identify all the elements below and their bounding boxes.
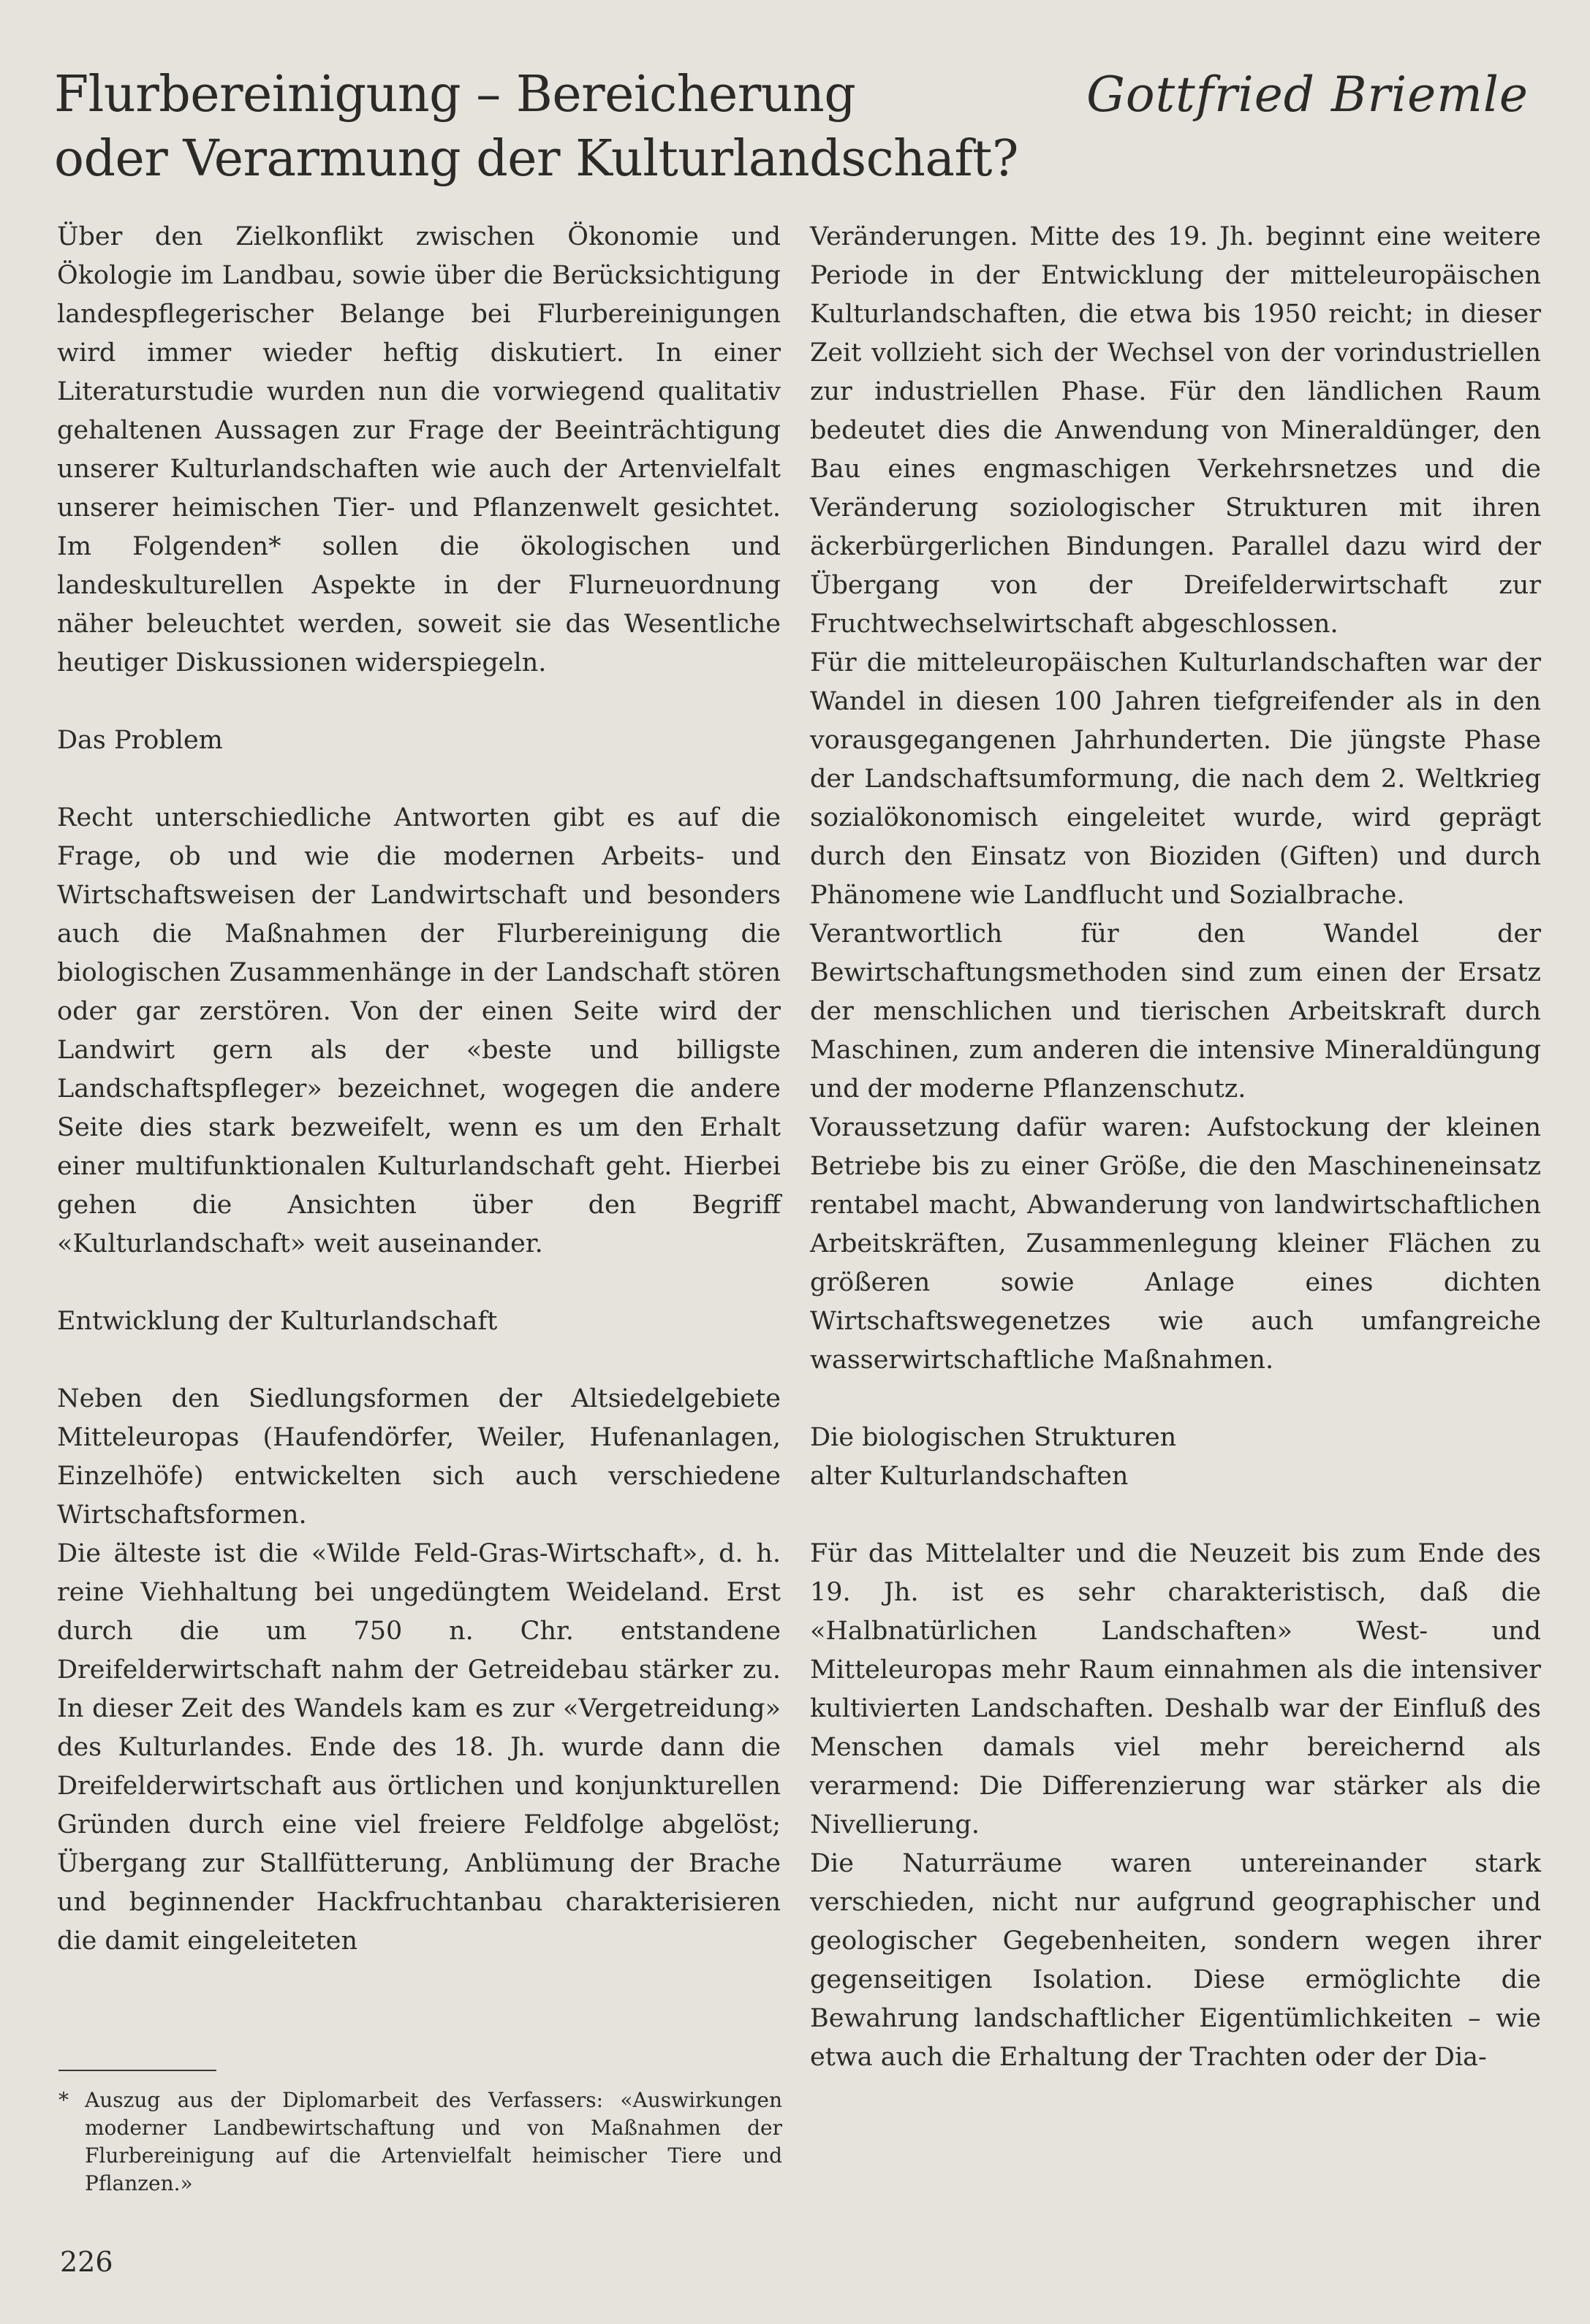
problem-paragraph: Recht unterschiedliche Antworten gibt es auf die Frage, ob und wie die modernen Arbeits- und Wirtschaftsweisen der Landwirtschaft und besonders auch die Maßnahmen der Flurbereinigung die biologischen Zusammenhänge in der Landschaft stören oder gar zerstören. Von der einen Seite wird der Landwirt gern als der «beste und billigste Landschaftspfleger» bezeichnet, wogegen die andere Seite dies stark bezweifelt, wenn es um den Erhalt einer multifunktionalen Kulturlandschaft geht. Hierbei gehen die Ansichten über den Begriff «Kulturlandschaft» weit auseinander. bbox=[57, 803, 781, 1258]
title-line-2: oder Verarmung der Kulturlandschaft? bbox=[54, 130, 1018, 188]
author-name: Gottfried Briemle bbox=[1086, 67, 1529, 123]
title-line-1: Flurbereinigung – Bereicherung bbox=[54, 66, 856, 124]
section-heading-development: Entwicklung der Kulturlandschaft bbox=[57, 1307, 498, 1336]
structures-heading-line-1: Die biologischen Strukturen bbox=[810, 1423, 1177, 1452]
right-paragraph-4: Voraussetzung dafür waren: Aufstockung der kleinen Betriebe bis zu einer Größe, die den Maschineneinsatz rentabel macht, Abwanderung von landwirtschaftlichen Arbeitskräften, Zusammenlegung kleiner Flächen zu größeren sowie Anlage eines dichten Wirtschaftswegenetzes wie auch umfangreiche wasserwirtschaftliche Maßnahmen. bbox=[810, 1113, 1541, 1375]
section-heading-problem: Das Problem bbox=[57, 726, 223, 755]
right-paragraph-5: Für das Mittelalter und die Neuzeit bis zum Ende des 19. Jh. ist es sehr charakteristisch, daß die «Halbnatürlichen Landschaften» West- und Mitteleuropas mehr Raum einnahmen als die intensiver kultivierten Landschaften. Deshalb war der Einfluß des Menschen damals viel mehr bereichernd als verarmend: Die Differenzierung war stärker als die Nivellierung. bbox=[810, 1539, 1541, 1839]
page-number: 226 bbox=[60, 2246, 113, 2278]
right-paragraph-2: Für die mitteleuropäischen Kulturlandschaften war der Wandel in diesen 100 Jahren tiefgreifender als in den vorausgegangenen Jahrhunderten. Die jüngste Phase der Landschaftsumformung, die nach dem 2. Weltkrieg sozialökonomisch eingeleitet wurde, wird geprägt durch den Einsatz von Bioziden (Giften) und durch Phänomene wie Landflucht und Sozialbrache. bbox=[810, 648, 1541, 910]
development-paragraph-1: Neben den Siedlungsformen der Altsiedelgebiete Mitteleuropas (Haufendörfer, Weiler, Hufenanlagen, Einzelhöfe) entwickelten sich auch verschiedene Wirtschaftsformen. bbox=[57, 1384, 781, 1530]
right-paragraph-6: Die Naturräume waren untereinander stark verschieden, nicht nur aufgrund geographischer und geologischer Gegebenheiten, sondern wegen ihrer gegenseitigen Isolation. Diese ermöglichte die Bewahrung landschaftlicher Eigentümlichkeiten – wie etwa auch die Erhaltung der Trachten oder der Dia- bbox=[810, 1849, 1541, 2072]
footnote-mark: * bbox=[58, 2088, 69, 2112]
structures-heading-line-2: alter Kulturlandschaften bbox=[810, 1462, 1129, 1491]
left-column bbox=[57, 218, 781, 1961]
footnote-divider bbox=[58, 2070, 216, 2071]
right-paragraph-1: Veränderungen. Mitte des 19. Jh. beginnt eine weitere Periode in der Entwicklung der mitteleuropäischen Kulturlandschaften, die etwa bis 1950 reicht; in dieser Zeit vollzieht sich der Wechsel von der vorindustriellen zur industriellen Phase. Für den ländlichen Raum bedeutet dies die Anwendung von Mineraldünger, den Bau eines engmaschigen Verkehrsnetzes und die Veränderung soziologischer Strukturen mit ihren äckerbürgerlichen Bindungen. Parallel dazu wird der Übergang von der Dreifelderwirtschaft zur Fruchtwechselwirtschaft abgeschlossen. bbox=[810, 222, 1541, 639]
right-column bbox=[810, 218, 1541, 2077]
right-paragraph-3: Verantwortlich für den Wandel der Bewirtschaftungsmethoden sind zum einen der Ersatz der menschlichen und tierischen Arbeitskraft durch Maschinen, zum anderen die intensive Mineraldüngung und der moderne Pflanzenschutz. bbox=[810, 919, 1541, 1104]
intro-paragraph: Über den Zielkonflikt zwischen Ökonomie und Ökologie im Landbau, sowie über die Berücksichtigung landespflegerischer Belange bei Flurbereinigungen wird immer wieder heftig diskutiert. In einer Literaturstudie wurden nun die vorwiegend qualitativ gehaltenen Aussagen zur Frage der Beeinträchtigung unserer Kulturlandschaften wie auch der Artenvielfalt unserer heimischen Tier- und Pflanzenwelt gesichtet. Im Folgenden* sollen die ökologischen und landeskulturellen Aspekte in der Flurneuordnung näher beleuchtet werden, soweit sie das Wesentliche heutiger Diskussionen widerspiegeln. bbox=[57, 222, 781, 677]
section-heading-structures bbox=[810, 1419, 1541, 1496]
footnote bbox=[58, 2086, 782, 2198]
development-paragraph-2: Die älteste ist die «Wilde Feld-Gras-Wirtschaft», d. h. reine Viehhaltung bei ungedüngtem Weideland. Erst durch die um 750 n. Chr. entstandene Dreifelderwirtschaft nahm der Getreidebau stärker zu. In dieser Zeit des Wandels kam es zur «Vergetreidung» des Kulturlandes. Ende des 18. Jh. wurde dann die Dreifelderwirtschaft aus örtlichen und konjunkturellen Gründen durch eine viel freiere Feldfolge abgelöst; Übergang zur Stallfütterung, Anblümung der Brache und beginnender Hackfruchtanbau charakterisieren die damit eingeleiteten bbox=[57, 1539, 781, 1956]
footnote-text: Auszug aus der Diplomarbeit des Verfassers: «Auswirkungen moderner Landbewirtschaftung und von Maßnahmen der Flurbereinigung auf die Artenvielfalt heimischer Tiere und Pflanzen.» bbox=[85, 2088, 782, 2195]
article-title bbox=[54, 63, 1078, 191]
